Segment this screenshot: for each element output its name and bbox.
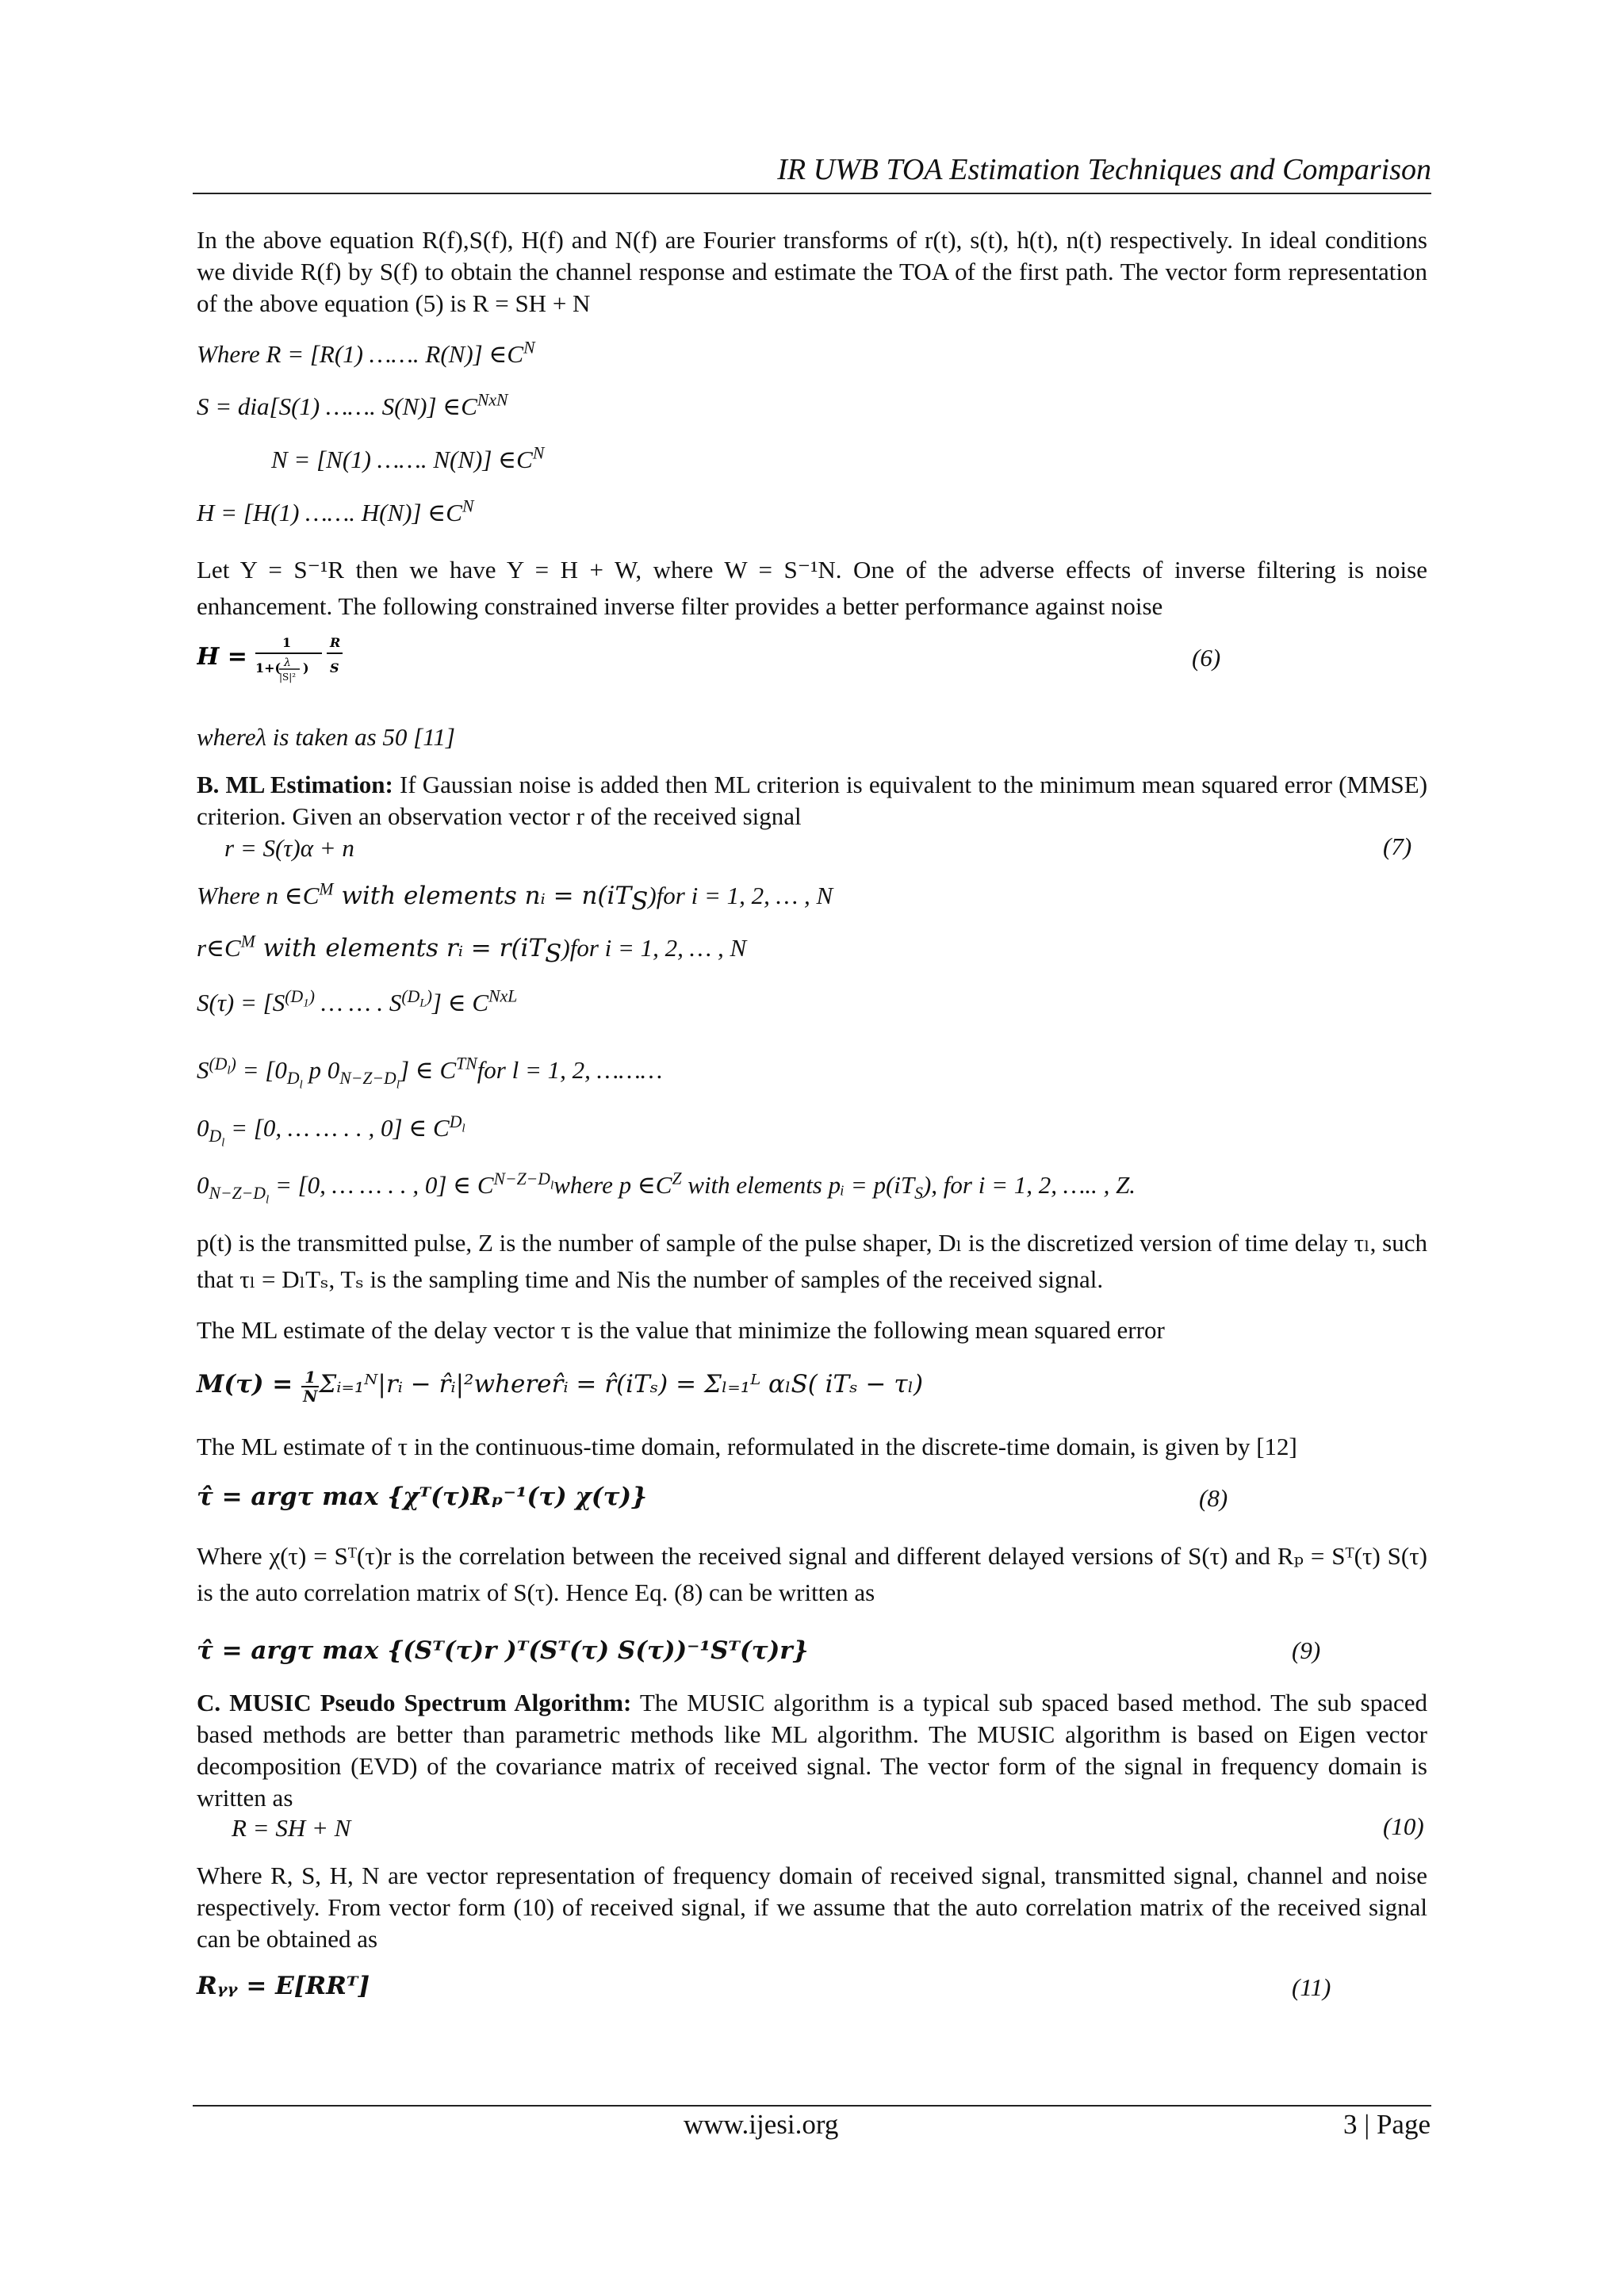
svg-text:R: R [330,635,341,650]
ml-continuous-paragraph: The ML estimate of τ in the continuous-time domain, reformulated in the discrete-time domain, is given by [12] [197,1433,1297,1460]
equation-7: r = S(τ)α + n [224,834,354,862]
ml-estimation-paragraph: B. ML Estimation: If Gaussian noise is added then ML criterion is equivalent to the minimum mean squared error (MMSE) criterion. Given an observation vector r of the received signal [197,771,1428,830]
constrained-inverse-filter-formula [197,631,355,695]
definition-r: Where R = [R(1) ……. R(N)] $\in C^N$ [197,338,535,368]
svg-text:H =: H = [197,643,247,671]
header-rule [193,193,1431,194]
equation-6-number: (6) [1192,644,1221,672]
mse-equation: M(τ) = 1 NΣᵢ₌₁ᴺ|rᵢ − r̂ᵢ|²wherer̂ᵢ = r̂(iTₛ) = Σₗ₌₁ᴸ αₗS( iTₛ − τₗ) [197,1368,924,1406]
equation-11: Rᵧᵧ = E[RRᵀ] [197,1972,370,2000]
intro-paragraph: In the above equation R(f),S(f), H(f) and N(f) are Fourier transforms of r(t), s(t), h(t), n(t) respectively. In ideal conditions we divide R(f) by S(f) to obtain the channel response and estimate the TOA of the first path. The vector form representation of the above equation (5) is R = SH + N [197,226,1427,317]
footer-page-number: 3 | Page [1342,2109,1431,2140]
where-r-line: $r\in C^M$ with elements rᵢ = $r(iT_S)for$ i = 1, 2, … , N [197,932,747,969]
ml-estimate-paragraph: The ML estimate of the delay vector τ is the value that minimize the following mean squared error [197,1316,1165,1344]
equation-10-number: (10) [1383,1812,1424,1840]
s-tau-definition: $S(\tau) = [S^{(D_1)}$ … … . $S^{(D_L)}$] ∈ $C^{NxL}$ [197,986,518,1016]
where-rshn-paragraph: Where R, S, H, N are vector representation of frequency domain of received signal, transmitted signal, channel and noise respectively. From vector form (10) of received signal, if we assume that the auto correlation matrix of the received signal can be obtained as [197,1862,1427,1953]
ml-estimation-heading: B. ML Estimation: [197,771,393,798]
svg-text:1: 1 [282,635,292,650]
lambda-note: whereλ is taken as 50 [11] [197,723,455,751]
equation-9-number: (9) [1292,1636,1321,1664]
equation-6 [197,631,355,702]
equation-8: τ̂ = argτ max {χᵀ(τ)Rₚ⁻¹(τ) χ(τ)} [197,1483,648,1511]
running-header: IR UWB TOA Estimation Techniques and Comparison [777,153,1431,186]
definition-h: H = [H(1) ……. H(N)] $\in C^N$ [197,496,474,526]
equation-10: R = SH + N [232,1814,351,1842]
footer-rule [193,2105,1431,2107]
where-n-line: Where n $\in C^M$ with elements nᵢ = $n(iT_S)for$ i = 1, 2, … , N [197,879,833,916]
equation-9: τ̂ = argτ max {(Sᵀ(τ)r )ᵀ(Sᵀ(τ) S(τ))⁻¹Sᵀ(τ)r} [197,1636,809,1665]
svg-text:|S|²: |S|² [279,672,297,683]
svg-text:S: S [330,660,339,675]
zero-nz-definition: $0_{N-Z-D_l} = [0$, … … . . , 0] ∈ $C^{N-Z-D_l}where$ p $\in C^Z$ with elements pᵢ = $p(iT_S)$, for i = 1, 2, ….. , Z. [197,1169,1136,1207]
let-y-paragraph: Let Y = S⁻¹R then we have Y = H + W, where W = S⁻¹N. One of the adverse effects of inverse filtering is noise enhancement. The following constrained inverse filter provides a better performance against noise [197,556,1427,620]
music-paragraph: C. MUSIC Pseudo Spectrum Algorithm: The MUSIC algorithm is a typical sub spaced based method. The sub spaced based methods are better than parametric methods like ML algorithm. The MUSIC algorithm is based on Eigen vector decomposition (EVD) of the covariance matrix of received signal. The vector form of the signal in frequency domain is written as [197,1689,1427,1812]
pulse-description-paragraph: p(t) is the transmitted pulse, Z is the number of sample of the pulse shaper, Dₗ is the discretized version of time delay τₗ, such that τₗ = DₗTₛ, Tₛ is the sampling time and Nis the number of samples of the received signal. [197,1229,1427,1293]
s-dl-definition: $S^{(D_l)} = [0_{D_l}$ p $0_{N-Z-D_l}$] ∈ $C^{TN}for$ l = 1, 2, ……… [197,1054,663,1092]
footer-url[interactable]: www.ijesi.org [684,2109,839,2140]
svg-text:λ: λ [284,656,291,669]
equation-8-number: (8) [1199,1484,1228,1512]
where-chi-paragraph: Where χ(τ) = Sᵀ(τ)r is the correlation between the received signal and different delayed versions of S(τ) and Rₚ = Sᵀ(τ) S(τ) is the auto correlation matrix of S(τ). Hence Eq. (8) can be written as [197,1542,1427,1606]
music-heading: C. MUSIC Pseudo Spectrum Algorithm: [197,1689,632,1716]
equation-11-number: (11) [1292,1973,1331,2001]
svg-text:): ) [303,660,309,675]
svg-text:1+(: 1+( [255,660,282,675]
definition-s: S = dia[S(1) ……. S(N)] $\in C^{NxN}$ [197,390,508,420]
definition-n: N = [N(1) ……. N(N)] $\in C^N$ [271,443,545,473]
equation-7-number: (7) [1383,832,1412,860]
zero-dl-definition: $0_{D_l} = [0$, … … . . , 0] ∈ $C^{D_l}$ [197,1112,465,1150]
